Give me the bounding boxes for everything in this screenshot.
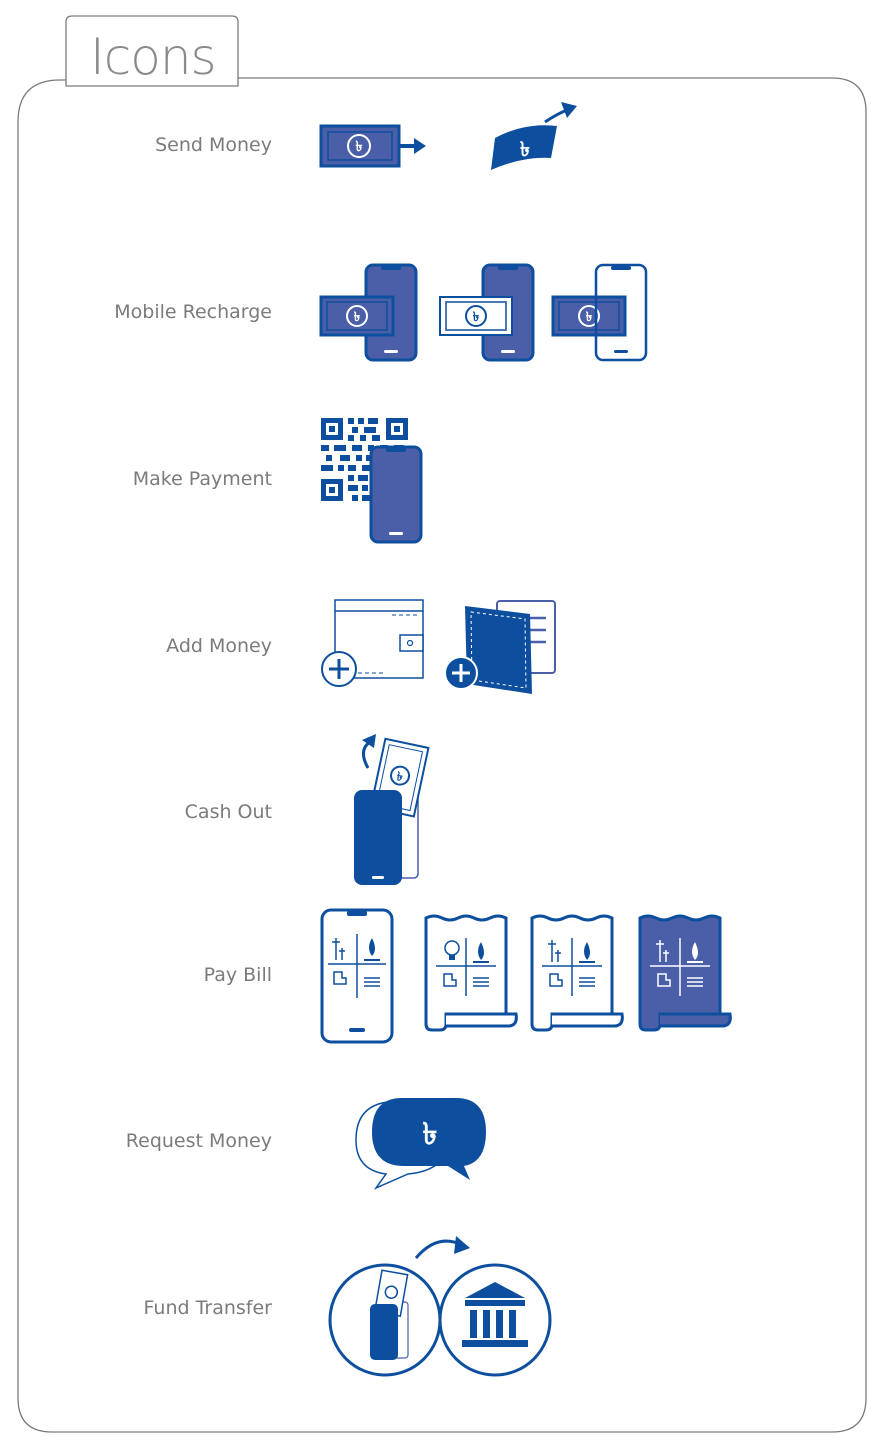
label-fund-transfer: Fund Transfer (143, 1297, 272, 1319)
phone-banknote-outline-icon (437, 262, 539, 362)
label-send-money: Send Money (155, 134, 272, 156)
wallet-add-filled-icon (440, 596, 560, 696)
label-cash-out: Cash Out (184, 801, 272, 823)
bill-outline-icon (528, 914, 628, 1032)
label-add-money: Add Money (166, 635, 272, 657)
wallet-add-outline-icon (318, 597, 428, 692)
phone-outline-banknote-icon (550, 262, 652, 362)
svg-text:৳: ৳ (520, 137, 530, 161)
svg-text:৳: ৳ (472, 310, 480, 325)
label-request-money: Request Money (125, 1130, 272, 1152)
phone-banknote-icon (318, 262, 420, 362)
label-make-payment: Make Payment (132, 468, 272, 490)
page-title: Icons (90, 28, 216, 86)
phone-bill-icon (320, 908, 396, 1044)
svg-text:৳: ৳ (355, 139, 363, 155)
phone-wallet-cashout-icon (348, 730, 428, 890)
label-mobile-recharge: Mobile Recharge (114, 301, 272, 323)
svg-text:৳: ৳ (585, 310, 593, 325)
qr-phone-icon (318, 415, 428, 545)
banknote-fly-icon (485, 100, 585, 175)
label-pay-bill: Pay Bill (203, 964, 272, 986)
chat-request-money-icon (352, 1092, 492, 1192)
banknote-send-icon (318, 118, 430, 170)
svg-text:৳: ৳ (395, 769, 405, 785)
svg-text:৳: ৳ (353, 310, 361, 325)
bill-lightbulb-icon (422, 914, 522, 1032)
svg-text:৳: ৳ (422, 1117, 438, 1152)
phone-to-bank-transfer-icon (328, 1232, 556, 1382)
bill-filled-icon (636, 914, 736, 1032)
